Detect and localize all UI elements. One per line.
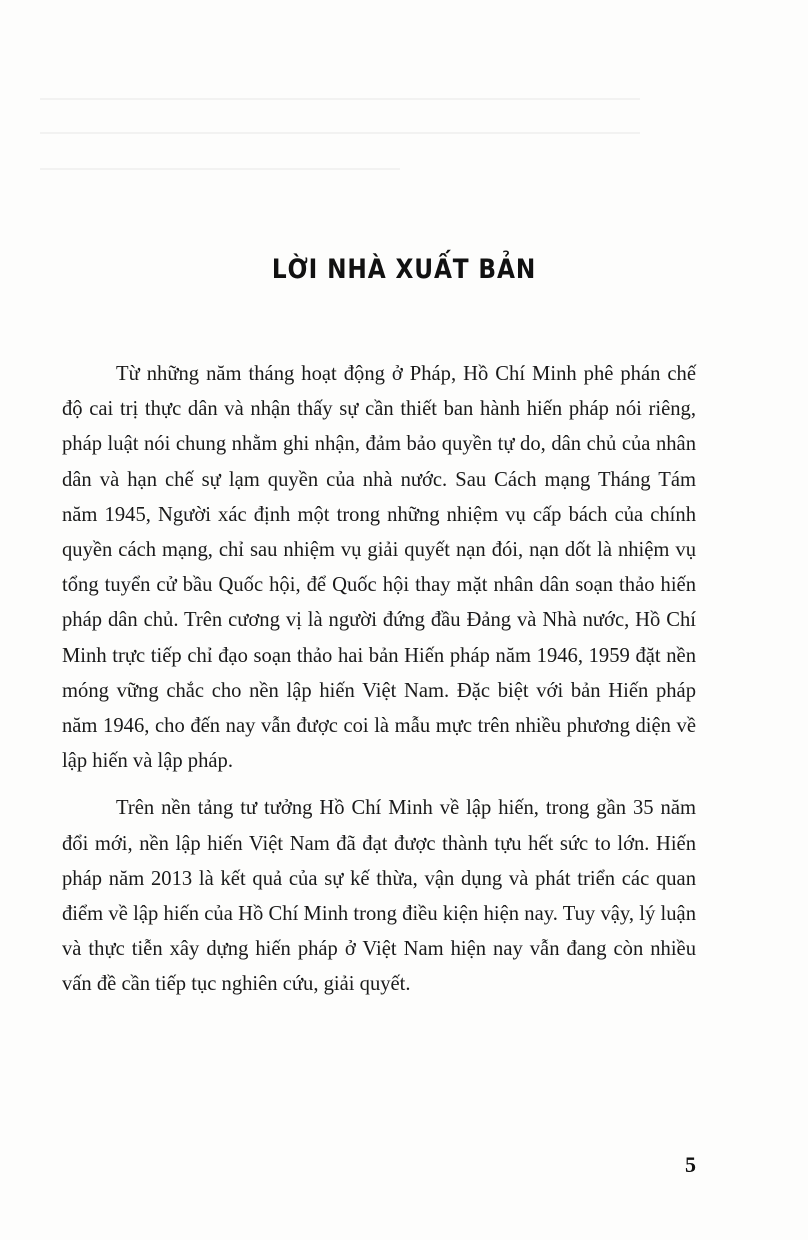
body-text — [62, 357, 696, 1015]
show-through-line — [40, 132, 640, 134]
show-through-line — [40, 98, 640, 100]
paragraph-2: Trên nền tảng tư tưởng Hồ Chí Minh về lập hiến, trong gần 35 năm đổi mới, nền lập hiến Việt Nam đã đạt được thành tựu hết sức to lớn. Hiến pháp năm 2013 là kết quả của sự kế thừa, vận dụng và phát triển các quan điểm về lập hiến của Hồ Chí Minh trong điều kiện hiện nay. Tuy vậy, lý luận và thực tiễn xây dựng hiến pháp ở Việt Nam hiện nay vẫn đang còn nhiều vấn đề cần tiếp tục nghiên cứu, giải quyết. — [62, 797, 696, 996]
page-number: 5 — [685, 1152, 696, 1177]
show-through-line — [40, 168, 400, 170]
paragraph-1: Từ những năm tháng hoạt động ở Pháp, Hồ Chí Minh phê phán chế độ cai trị thực dân và nhận thấy sự cần thiết ban hành hiến pháp nói riêng, pháp luật nói chung nhằm ghi nhận, đảm bảo quyền tự do, dân chủ của nhân dân và hạn chế sự lạm quyền của nhà nước. Sau Cách mạng Tháng Tám năm 1945, Người xác định một trong những nhiệm vụ cấp bách của chính quyền cách mạng, chỉ sau nhiệm vụ giải quyết nạn đói, nạn dốt là nhiệm vụ tổng tuyển cử bầu Quốc hội, để Quốc hội thay mặt nhân dân soạn thảo hiến pháp dân chủ. Trên cương vị là người đứng đầu Đảng và Nhà nước, Hồ Chí Minh trực tiếp chỉ đạo soạn thảo hai bản Hiến pháp năm 1946, 1959 đặt nền móng vững chắc cho nền lập hiến Việt Nam. Đặc biệt với bản Hiến pháp năm 1946, cho đến nay vẫn được coi là mẫu mực trên nhiều phương diện về lập hiến và lập pháp. — [62, 363, 696, 773]
page-title: LỜI NHÀ XUẤT BẢN — [271, 254, 537, 285]
